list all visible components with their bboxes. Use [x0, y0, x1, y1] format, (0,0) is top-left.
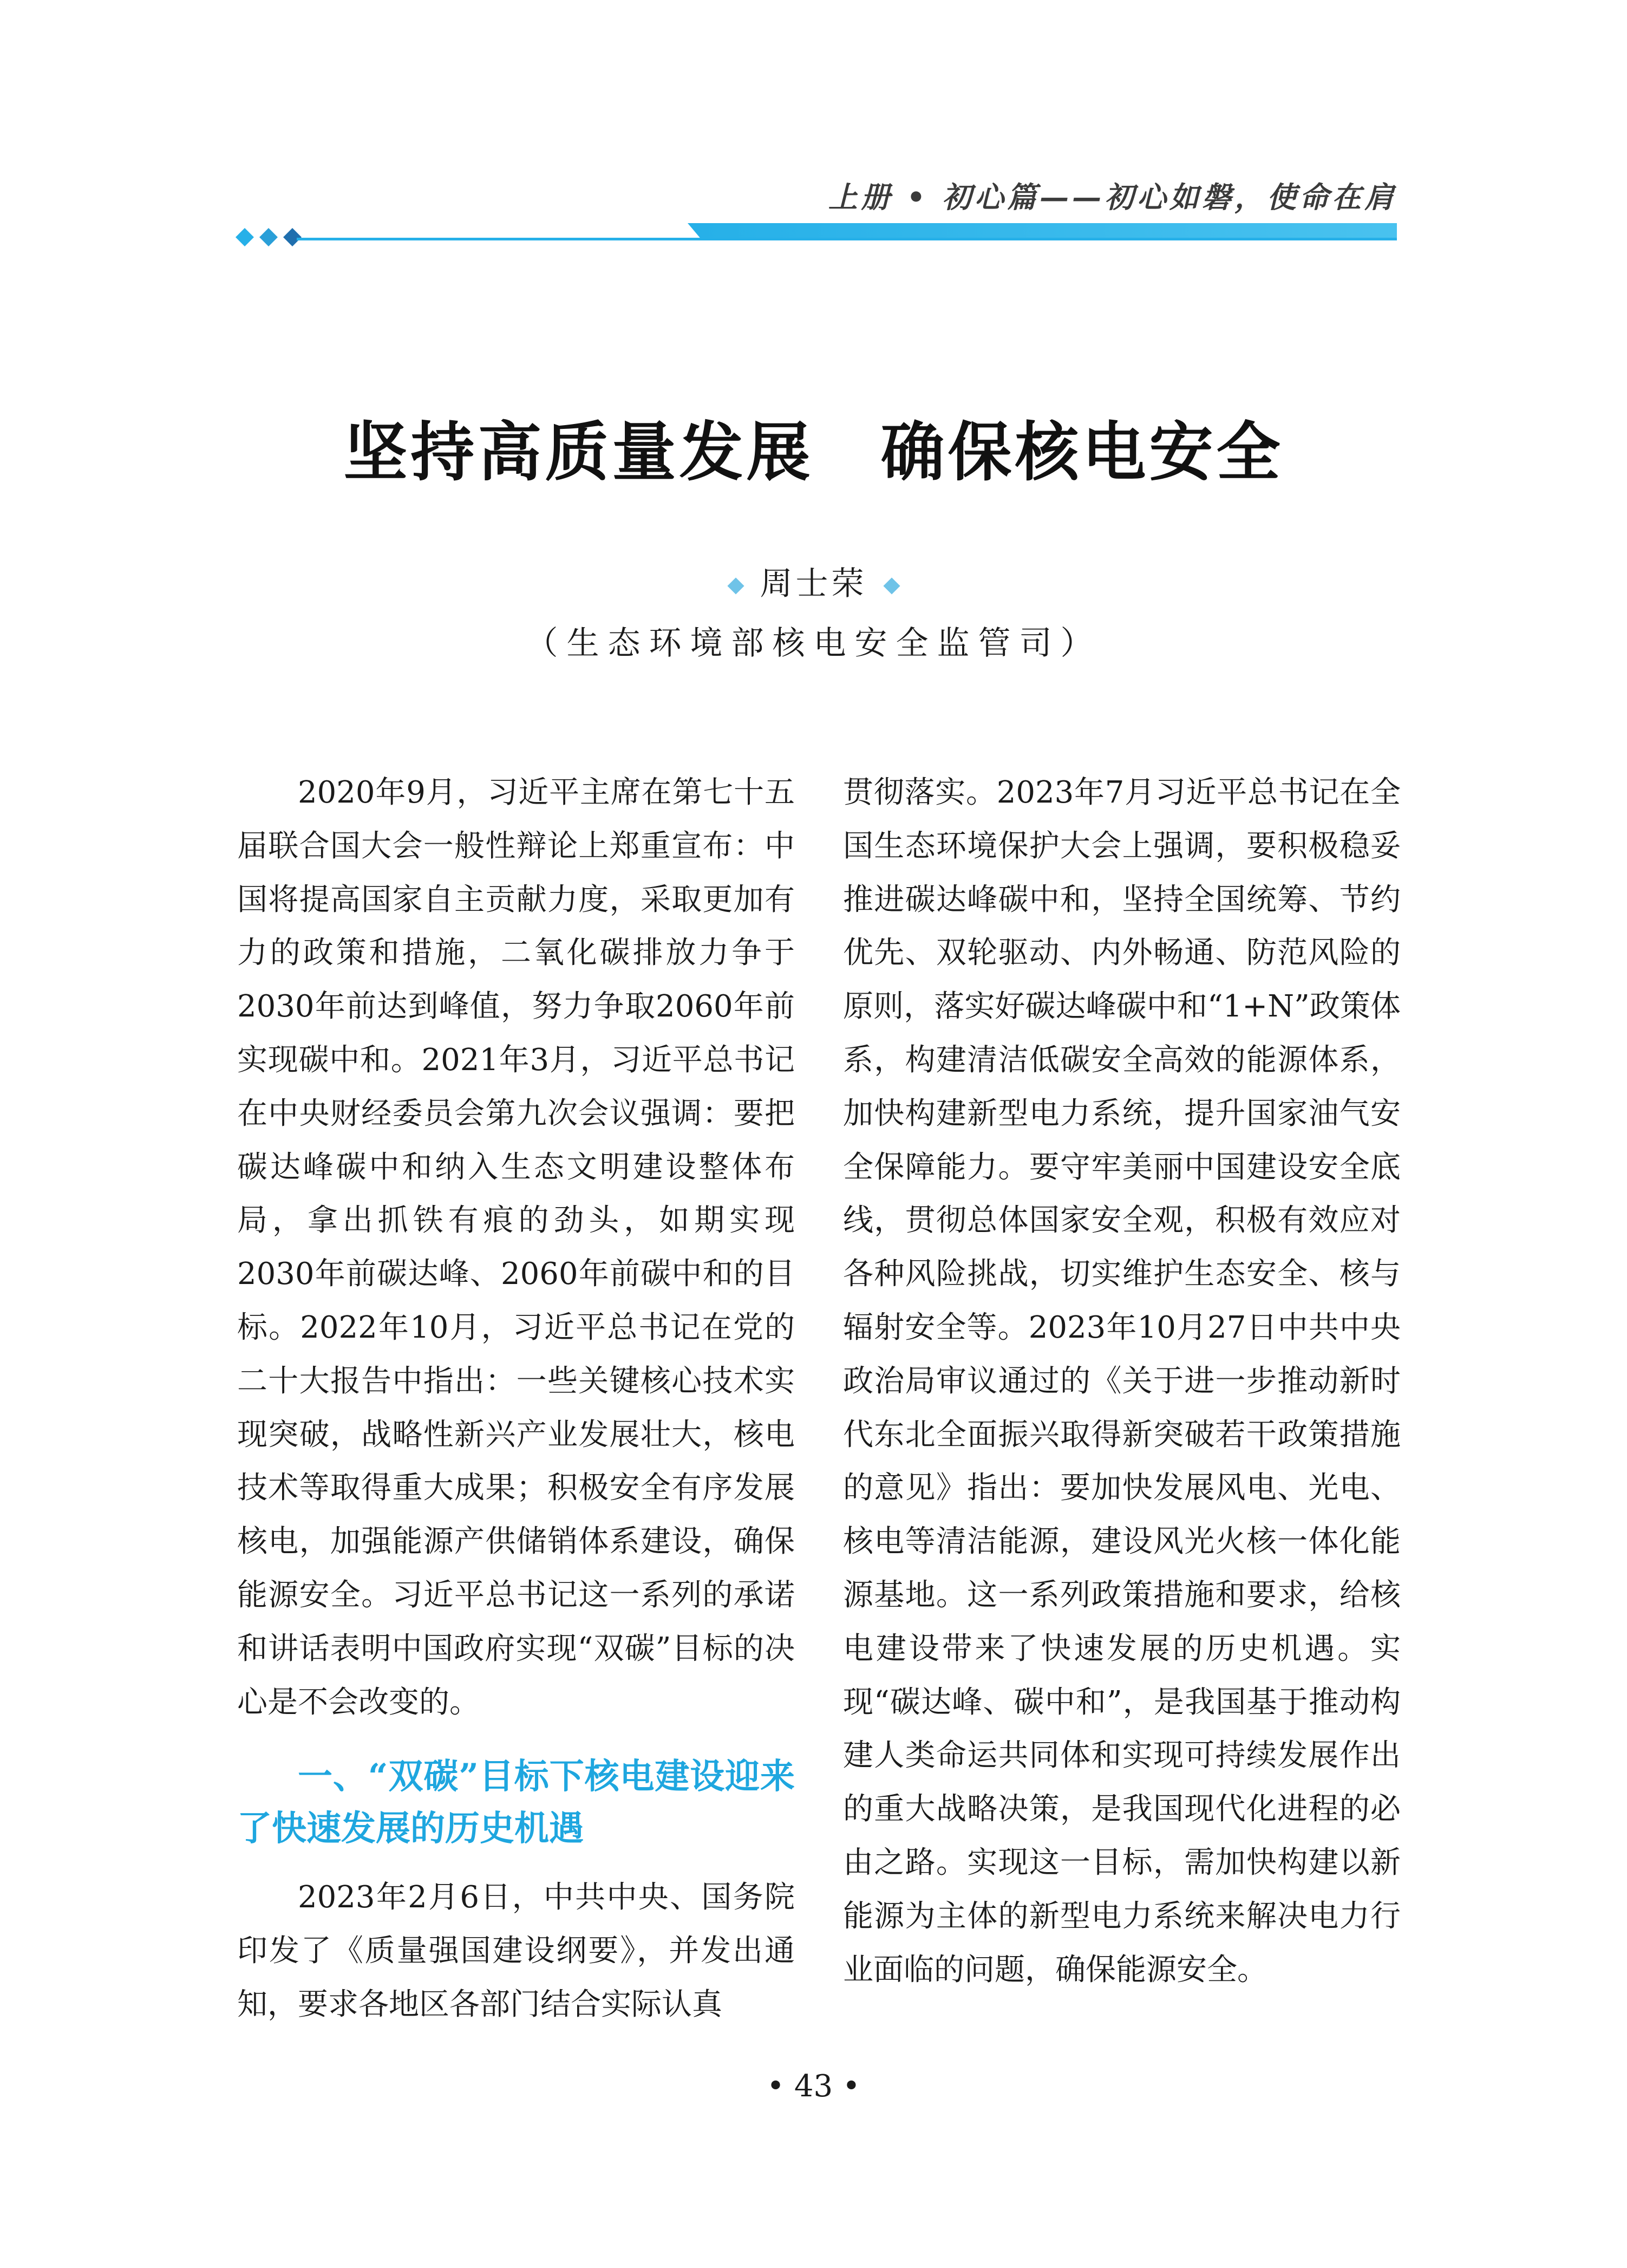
diamond-dot-icon [259, 228, 278, 246]
article-title: 坚持高质量发展 确保核电安全 [343, 414, 1284, 490]
header-rule [297, 238, 1397, 240]
author-name: 周士荣 [760, 565, 867, 603]
diamond-icon [883, 578, 900, 595]
page-number: • 43 • [767, 2069, 860, 2104]
author-line [0, 558, 1627, 604]
diamond-dot-icon [236, 228, 254, 246]
header-accent-bar [688, 223, 1397, 238]
diamond-dot-icon [283, 228, 302, 246]
body-paragraph: 贯彻落实。2023年7月习近平总书记在全国生态环境保护大会上强调，要积极稳妥推进碳达峰碳中和，坚持全国统筹、节约优先、双轮驱动、内外畅通、防范风险的原则，落实好碳达峰碳中和“1+N”政策体系，构建清洁低碳安全高效的能源体系，加快构建新型电力系统，提升国家油气安全保障能力。要守牢美丽中国建设安全底线，贯彻总体国家安全观，积极有效应对各种风险挑战，切实维护生态安全、核与辐射安全等。2023年10月27日中共中央政治局审议通过的《关于进一步推动新时代东北全面振兴取得新突破若干政策措施的意见》指出：要加快发展风电、光电、核电等清洁能源，建设风光火核一体化能源基地。这一系列政策措施和要求，给核电建设带来了快速发展的历史机遇。实现“碳达峰、碳中和”，是我国基于推动构建人类命运共同体和实现可持续发展作出的重大战略决策，是我国现代化进程的必由之路。实现这一目标，需加快构建以新能源为主体的新型电力系统来解决电力行业面临的问题，确保能源安全。 [843, 775, 1401, 1987]
diamond-icon [727, 578, 744, 595]
body-column-right [843, 766, 1401, 1997]
section-heading: 一、“双碳”目标下核电建设迎来了快速发展的历史机遇 [237, 1756, 795, 1849]
body-paragraph: 2020年9月，习近平主席在第七十五届联合国大会一般性辩论上郑重宣布：中国将提高国家自主贡献力度，采取更加有力的政策和措施，二氧化碳排放力争于2030年前达到峰值，努力争取2060年前实现碳中和。2021年3月，习近平总书记在中央财经委员会第九次会议强调：要把碳达峰碳中和纳入生态文明建设整体布局，拿出抓铁有痕的劲头，如期实现2030年前碳达峰、2060年前碳中和的目标。2022年10月，习近平总书记在党的二十大报告中指出：一些关键核心技术实现突破，战略性新兴产业发展壮大，核电技术等取得重大成果；积极安全有序发展核电，加强能源产供储销体系建设，确保能源安全。习近平总书记这一系列的承诺和讲话表明中国政府实现“双碳”目标的决心是不会改变的。 [237, 775, 795, 1720]
author-affiliation: （生态环境部核电安全监管司） [525, 624, 1102, 662]
running-header: 上册 • 初心篇——初心如磐，使命在肩 [828, 180, 1397, 214]
body-paragraph: 2023年2月6日，中共中央、国务院印发了《质量强国建设纲要》，并发出通知，要求各地区各部门结合实际认真 [237, 1880, 795, 2022]
body-column-left [237, 766, 795, 2032]
